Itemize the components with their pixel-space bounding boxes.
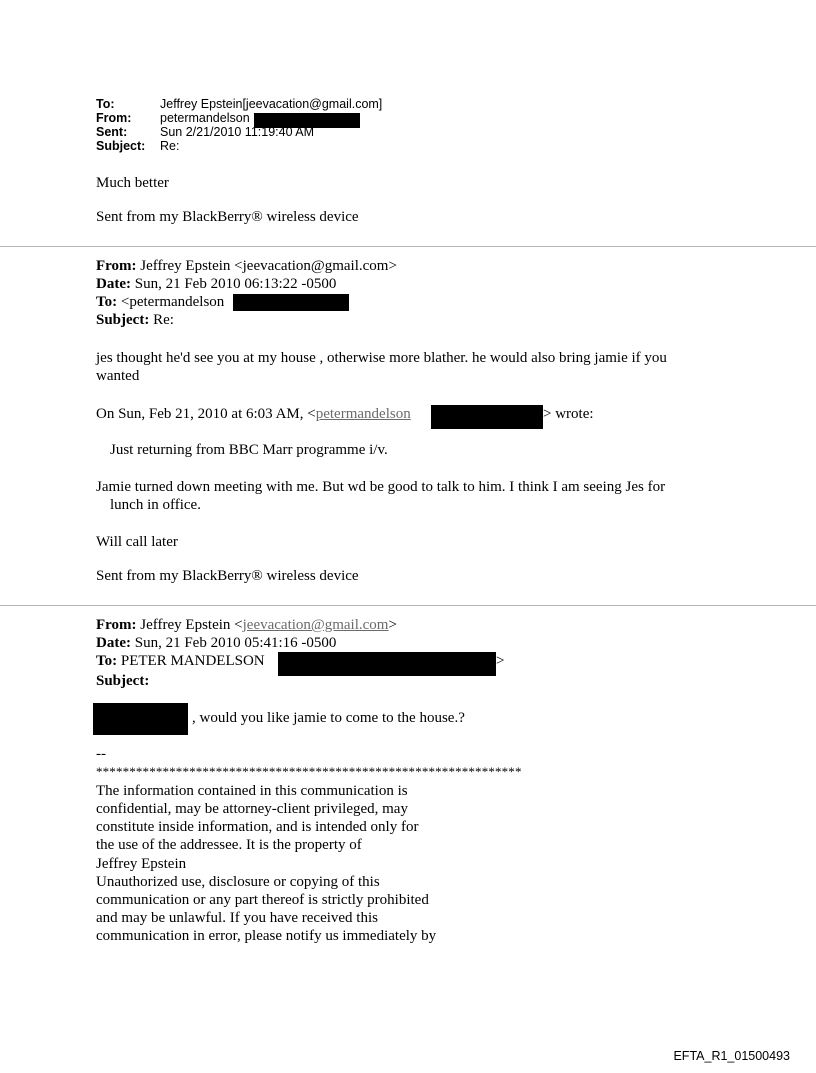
divider — [0, 605, 816, 606]
subject-label: Subject: — [96, 139, 146, 153]
date-label: Date: — [96, 276, 131, 292]
from-value: Jeffrey Epstein <jeevacation@gmail.com> — [140, 258, 397, 274]
from-label: From: — [96, 258, 137, 274]
from-prefix: Jeffrey Epstein < — [140, 617, 243, 633]
date-value: Sun, 21 Feb 2010 06:13:22 -0500 — [134, 276, 337, 292]
email3-from-row — [96, 616, 397, 634]
email2-from-row — [96, 257, 397, 275]
email1-subject-row — [96, 139, 179, 153]
email2-signature: Sent from my BlackBerry® wireless device — [96, 568, 359, 584]
disclaimer-line: confidential, may be attorney-client privileged, may — [96, 801, 408, 817]
stars-divider: **************************************************************** — [96, 764, 522, 779]
from-label: From: — [96, 617, 137, 633]
date-value: Sun, 21 Feb 2010 05:41:16 -0500 — [134, 635, 337, 651]
email1-body: Much better — [96, 175, 169, 191]
email1-sent-row — [96, 125, 314, 139]
redaction-box — [233, 294, 349, 311]
email3-to-row — [96, 652, 265, 670]
quote-email-link[interactable]: petermandelson — [315, 406, 411, 422]
email1-to-row — [96, 97, 382, 111]
email3-body: , would you like jamie to come to the house.? — [192, 710, 465, 726]
to-suffix: > — [496, 653, 505, 669]
quote-prefix: On Sun, Feb 21, 2010 at 6:03 AM, < — [96, 406, 316, 422]
quoted-line: Will call later — [96, 534, 178, 550]
subject-value: Re: — [153, 312, 174, 328]
disclaimer-line: communication in error, please notify us immediately by — [96, 928, 437, 944]
email1-signature: Sent from my BlackBerry® wireless device — [96, 209, 359, 225]
email2-date-row — [96, 275, 336, 293]
email1-from-row — [96, 111, 250, 125]
quoted-line: lunch in office. — [110, 497, 201, 513]
from-email-link[interactable]: jeevacation@gmail.com — [242, 617, 389, 633]
subject-label: Subject: — [96, 312, 150, 328]
from-value: petermandelson — [160, 111, 250, 125]
to-label: To: — [96, 653, 118, 669]
disclaimer-line: communication or any part thereof is strictly prohibited — [96, 892, 429, 908]
subject-value: Re: — [160, 139, 180, 153]
disclaimer-line: and may be unlawful. If you have received this — [96, 910, 378, 926]
email2-body-line1: jes thought he'd see you at my house , otherwise more blather. he would also bring jamie if you — [96, 350, 667, 366]
email2-to-row — [96, 293, 224, 311]
sent-value: Sun 2/21/2010 11:19:40 AM — [160, 125, 315, 139]
to-value: Jeffrey Epstein[jeevacation@gmail.com] — [160, 97, 383, 111]
quoted-line: Just returning from BBC Marr programme i/v. — [110, 442, 388, 458]
quoted-line: Jamie turned down meeting with me. But wd be good to talk to him. I think I am seeing Jes for — [96, 479, 666, 495]
email2-subject-row — [96, 311, 174, 329]
to-value: PETER MANDELSON — [120, 653, 265, 669]
to-label: To: — [96, 97, 115, 111]
date-label: Date: — [96, 635, 131, 651]
disclaimer-line: Jeffrey Epstein — [96, 856, 187, 872]
email3-date-row — [96, 634, 336, 652]
redaction-box — [278, 652, 496, 676]
signature-dashes: -- — [96, 746, 106, 762]
redaction-box — [93, 703, 188, 735]
disclaimer-line: Unauthorized use, disclosure or copying of this — [96, 874, 380, 890]
quote-header — [96, 405, 411, 423]
email3-subject-row — [96, 672, 149, 690]
divider — [0, 246, 816, 247]
to-value: <petermandelson — [120, 294, 225, 310]
from-label: From: — [96, 111, 132, 125]
to-label: To: — [96, 294, 118, 310]
quote-suffix: > wrote: — [543, 406, 594, 422]
subject-label: Subject: — [96, 673, 150, 689]
sent-label: Sent: — [96, 125, 128, 139]
from-suffix: > — [388, 617, 397, 633]
redaction-box — [431, 405, 543, 429]
document-id: EFTA_R1_01500493 — [673, 1049, 790, 1063]
disclaimer-line: the use of the addressee. It is the property of — [96, 837, 362, 853]
email2-body-line2: wanted — [96, 368, 140, 384]
disclaimer-line: constitute inside information, and is intended only for — [96, 819, 419, 835]
disclaimer-line: The information contained in this communication is — [96, 783, 408, 799]
